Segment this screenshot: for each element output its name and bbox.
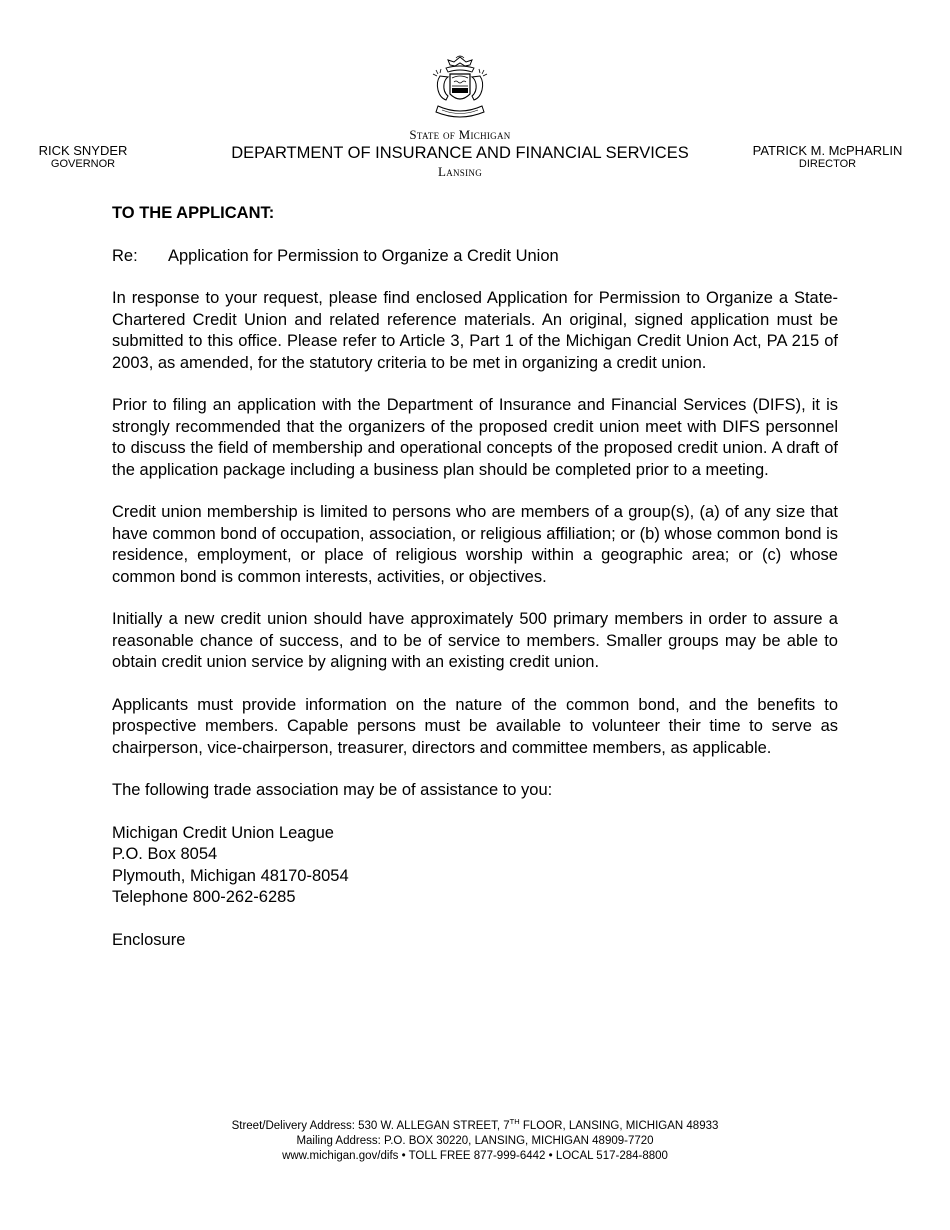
paragraph-applicants: Applicants must provide information on the nature of the common bond, and the benefits to prospective members. Capable persons must be available to volunteer their time to serve as chairperson, vice-chairperson, treasurer, directors and committee members, as applicable. bbox=[112, 695, 838, 757]
governor-block bbox=[22, 143, 144, 170]
trade-association-intro: The following trade association may be of assistance to you: bbox=[112, 781, 553, 799]
paragraph-response: In response to your request, please find enclosed Application for Permission to Organize a State-Chartered Credit Union and related reference materials. An original, signed application must be submitted to this office. Please refer to Article 3, Part 1 of the Michigan Credit Union Act, PA 215 of 2003, as amended, for the statutory criteria to be met in organizing a credit union. bbox=[112, 289, 838, 372]
footer-street-address: Street/Delivery Address: 530 W. ALLEGAN STREET, 7TH FLOOR, LANSING, MICHIGAN 48933 bbox=[231, 1117, 719, 1132]
director-name: PATRICK M. McPHARLIN bbox=[752, 143, 903, 158]
director-title: DIRECTOR bbox=[798, 158, 857, 170]
footer-contact: www.michigan.gov/difs • TOLL FREE 877-999-6442 • LOCAL 517-284-8800 bbox=[282, 1149, 668, 1162]
governor-title: GOVERNOR bbox=[50, 158, 116, 170]
trade-association-address bbox=[112, 823, 838, 909]
footer bbox=[100, 1114, 850, 1164]
director-block bbox=[740, 143, 915, 170]
michigan-state-seal-icon bbox=[428, 54, 492, 124]
paragraph-initial-members: Initially a new credit union should have approximately 500 primary members in order to assure a reasonable chance of success, and to be of service to members. Smaller groups may be able to obtain credit union service by aligning with an existing credit union. bbox=[112, 610, 838, 671]
footer-mailing-address: Mailing Address: P.O. BOX 30220, LANSING, MICHIGAN 48909-7720 bbox=[296, 1134, 654, 1147]
subject-line bbox=[112, 246, 838, 268]
association-phone: Telephone 800-262-6285 bbox=[112, 888, 296, 906]
salutation: TO THE APPLICANT: bbox=[112, 204, 275, 222]
association-po-box: P.O. Box 8054 bbox=[112, 845, 218, 863]
association-name: Michigan Credit Union League bbox=[112, 823, 334, 842]
enclosure-note: Enclosure bbox=[112, 930, 186, 949]
paragraph-prior-filing: Prior to filing an application with the Department of Insurance and Financial Services (DIFS), it is strongly recommended that the organizers of the proposed credit union meet with DIFS personnel to discuss the field of membership and operational concepts of the proposed credit union. A draft of the application package including a business plan should be completed prior to a meeting. bbox=[112, 396, 838, 479]
association-city: Plymouth, Michigan 48170-8054 bbox=[112, 866, 349, 885]
re-label: Re: bbox=[112, 246, 138, 265]
letter-body bbox=[112, 203, 838, 951]
department-name: DEPARTMENT OF INSURANCE AND FINANCIAL SERVICES bbox=[231, 144, 689, 162]
city-name: Lansing bbox=[437, 164, 483, 179]
governor-name: RICK SNYDER bbox=[38, 143, 128, 158]
subject-text: Application for Permission to Organize a Credit Union bbox=[168, 246, 559, 265]
state-name: State of Michigan bbox=[409, 127, 511, 142]
paragraph-membership: Credit union membership is limited to persons who are members of a group(s), (a) of any size that have common bond of occupation, association, or religious affiliation; or (b) whose common bond is residence, employment, or place of religious worship within a geographic area; or (c) whose common bond is common interests, activities, or objectives. bbox=[112, 503, 838, 586]
